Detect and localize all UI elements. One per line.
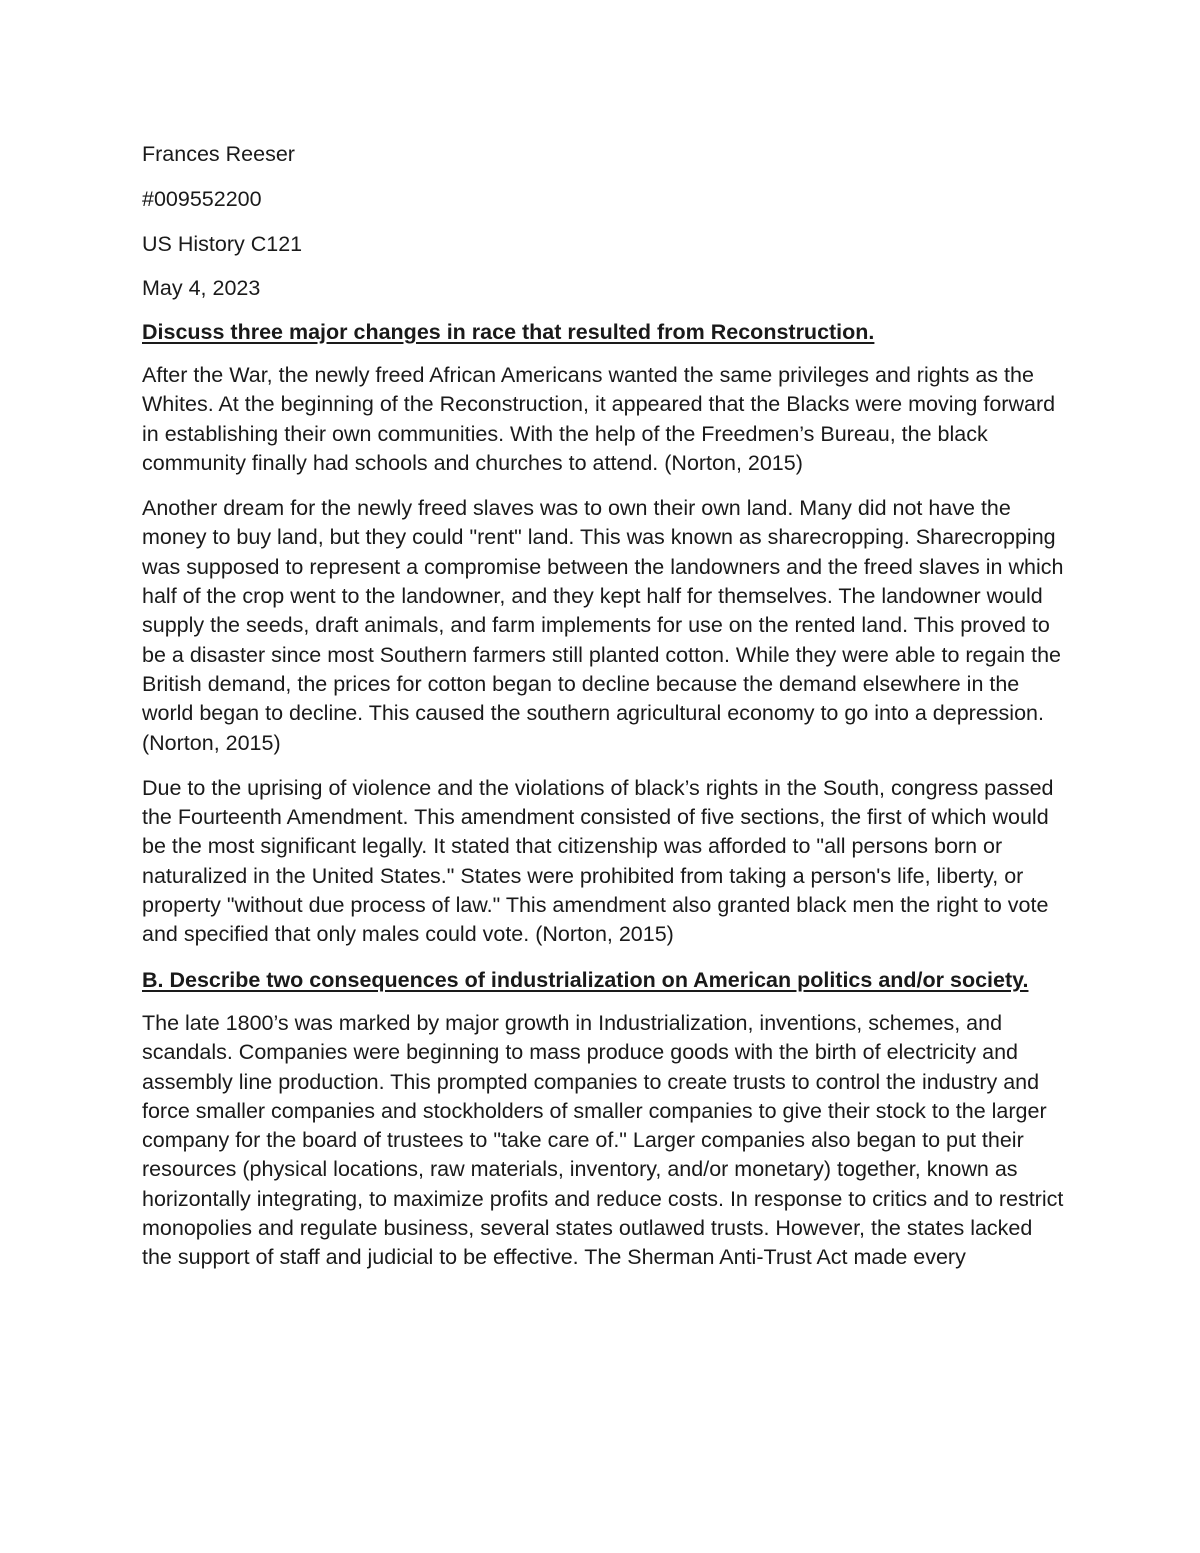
document-date: May 4, 2023 — [142, 276, 261, 301]
section-a-heading: Discuss three major changes in race that resulted from Reconstruction. — [142, 319, 875, 344]
section-a-paragraph-1: After the War, the newly freed African Americans wanted the same privileges and rights as the Whites. At the beginning of the Reconstruction, it appeared that the Blacks were moving forward in establishing their own communities. With the help of the Freedmen’s Bureau, the black community finally had schools and churches to attend. (Norton, 2015) — [142, 362, 1056, 475]
section-a-paragraph-2: Another dream for the newly freed slaves was to own their own land. Many did not have the money to buy land, but they could "rent" land. This was known as sharecropping. Sharecropping was supposed to represent a compromise between the landowners and the freed slaves in which half of the crop went to the landowner, and they kept half for themselves. The landowner would supply the seeds, draft animals, and farm implements for use on the rented land. This proved to be a disaster since most Southern farmers still planted cotton. While they were able to regain the British demand, the prices for cotton began to decline because the demand elsewhere in the world began to decline. This caused the southern agricultural economy to go into a depression. (Norton, 2015) — [142, 496, 1064, 755]
document-page — [142, 140, 1067, 1289]
student-id: #009552200 — [142, 186, 262, 211]
section-a-paragraph-3: Due to the uprising of violence and the violations of black’s rights in the South, congress passed the Fourteenth Amendment. This amendment consisted of five sections, the first of which would be the most significant legally. It stated that citizenship was afforded to "all persons born or naturalized in the United States." States were prohibited from taking a person's life, liberty, or property "without due process of law." This amendment also granted black men the right to vote and specified that only males could vote. (Norton, 2015) — [142, 775, 1054, 947]
section-b-paragraph-1: The late 1800’s was marked by major growth in Industrialization, inventions, schemes, and scandals. Companies were beginning to mass produce goods with the birth of electricity and assembly line production. This prompted companies to create trusts to control the industry and force smaller companies and stockholders of smaller companies to give their stock to the larger company for the board of trustees to "take care of." Larger companies also began to put their resources (physical locations, raw materials, inventory, and/or monetary) together, known as horizontally integrating, to maximize profits and reduce costs. In response to critics and to restrict monopolies and regulate business, several states outlawed trusts. However, the states lacked the support of staff and judicial to be effective. The Sherman Anti-Trust Act made every — [142, 1010, 1064, 1270]
section-b-heading: B. Describe two consequences of industrialization on American politics and/or society. — [142, 967, 1029, 992]
student-name: Frances Reeser — [142, 142, 295, 166]
course-name: US History C121 — [142, 231, 303, 256]
